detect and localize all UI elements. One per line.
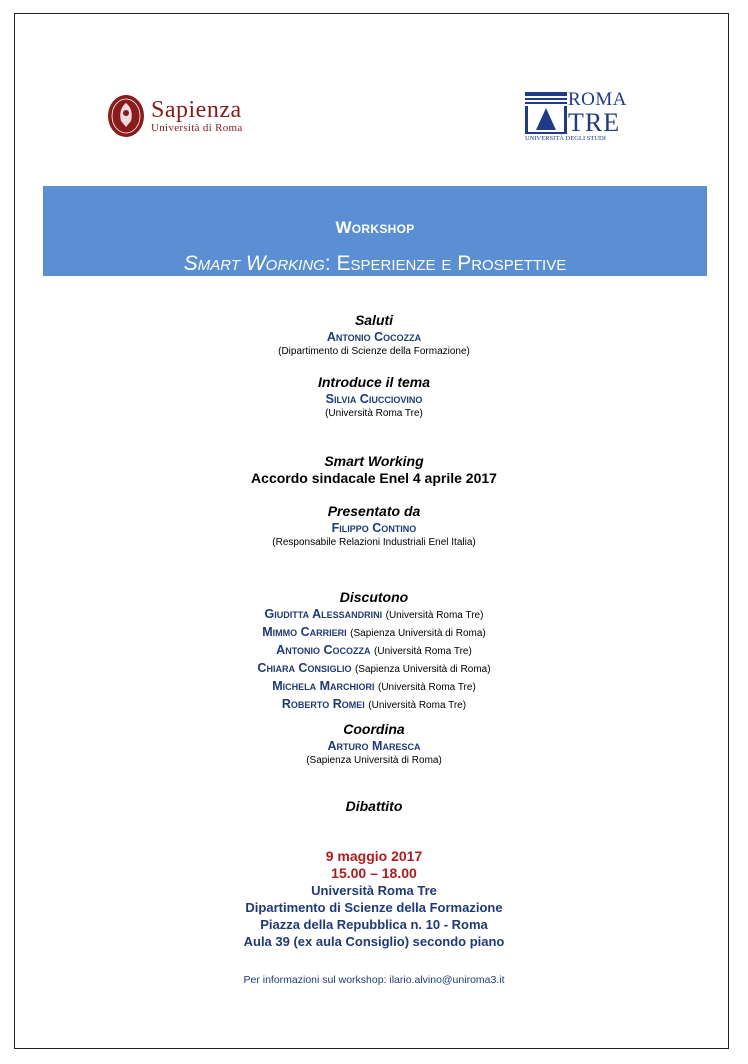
info-text: Per informazioni sul workshop: ilario.alvino@uniroma3.it bbox=[243, 974, 505, 986]
dibattito-heading: Dibattito bbox=[345, 798, 403, 814]
person-affiliation: (Università Roma Tre) bbox=[377, 682, 476, 693]
presentato-name: Filippo Contino bbox=[331, 521, 417, 535]
discutono-section bbox=[0, 589, 748, 714]
discutono-person bbox=[0, 660, 748, 678]
dibattito-section bbox=[0, 798, 748, 815]
saluti-affiliation: (Dipartimento di Scienze della Formazione) bbox=[278, 346, 470, 357]
roma-tre-line2: TRE bbox=[568, 108, 621, 137]
person-affiliation: (Sapienza Università di Roma) bbox=[354, 664, 491, 675]
presentato-section bbox=[0, 503, 748, 550]
discutono-person bbox=[0, 696, 748, 714]
event-details bbox=[0, 848, 748, 950]
topic-section bbox=[0, 453, 748, 487]
coordina-name: Arturo Maresca bbox=[327, 739, 421, 753]
introduce-section bbox=[0, 374, 748, 421]
roma-tre-logo bbox=[525, 89, 628, 144]
venue-line: Università Roma Tre bbox=[311, 883, 437, 898]
person-name: Mimmo Carrieri bbox=[262, 625, 347, 639]
discutono-person bbox=[0, 624, 748, 642]
banner-subtitle-rest: : Esperienze e Prospettive bbox=[324, 252, 567, 275]
venue-line: Piazza della Repubblica n. 10 - Roma bbox=[260, 917, 488, 932]
banner-subtitle-italic: Smart Working bbox=[183, 252, 325, 275]
sapienza-name: Sapienza bbox=[151, 96, 242, 123]
discutono-person bbox=[0, 606, 748, 624]
event-date: 9 maggio 2017 bbox=[325, 848, 423, 864]
introduce-affiliation: (Università Roma Tre) bbox=[325, 408, 423, 419]
discutono-person bbox=[0, 678, 748, 696]
venue-line: Aula 39 (ex aula Consiglio) secondo piano bbox=[243, 934, 505, 949]
info-line bbox=[0, 973, 748, 987]
coordina-affiliation: (Sapienza Università di Roma) bbox=[306, 755, 442, 766]
sapienza-subtitle: Università di Roma bbox=[151, 121, 243, 134]
person-affiliation: (Università Roma Tre) bbox=[368, 700, 467, 711]
person-affiliation: (Università Roma Tre) bbox=[385, 610, 484, 621]
banner-subtitle bbox=[43, 252, 707, 276]
person-affiliation: (Sapienza Università di Roma) bbox=[350, 628, 486, 639]
sapienza-seal-icon bbox=[107, 93, 145, 139]
person-name: Michela Marchiori bbox=[272, 679, 375, 693]
person-name: Giuditta Alessandrini bbox=[264, 607, 383, 621]
saluti-name: Antonio Cocozza bbox=[326, 330, 422, 344]
saluti-section bbox=[0, 312, 748, 359]
introduce-heading: Introduce il tema bbox=[317, 374, 431, 390]
person-name: Roberto Romei bbox=[281, 697, 365, 711]
event-time: 15.00 – 18.00 bbox=[331, 865, 417, 881]
coordina-heading: Coordina bbox=[343, 721, 405, 737]
discutono-person bbox=[0, 642, 748, 660]
roma-tre-subtitle: UNIVERSITÀ DEGLI STUDI bbox=[525, 135, 606, 142]
presentato-heading: Presentato da bbox=[327, 503, 421, 519]
title-banner bbox=[43, 186, 707, 276]
introduce-name: Silvia Ciucciovino bbox=[325, 392, 423, 406]
saluti-heading: Saluti bbox=[354, 312, 394, 328]
banner-title: Workshop bbox=[335, 218, 415, 237]
person-name: Antonio Cocozza bbox=[276, 643, 371, 657]
roma-tre-line1: ROMA bbox=[568, 89, 628, 110]
venue-line: Dipartimento di Scienze della Formazione bbox=[245, 900, 503, 915]
person-name: Chiara Consiglio bbox=[257, 661, 352, 675]
topic-heading: Smart Working bbox=[324, 453, 424, 469]
sapienza-logo bbox=[107, 92, 243, 140]
discutono-heading: Discutono bbox=[339, 589, 409, 605]
presentato-affiliation: (Responsabile Relazioni Industriali Enel Italia) bbox=[272, 537, 476, 548]
topic-line: Accordo sindacale Enel 4 aprile 2017 bbox=[251, 470, 497, 486]
coordina-section bbox=[0, 721, 748, 768]
person-affiliation: (Università Roma Tre) bbox=[374, 646, 472, 657]
